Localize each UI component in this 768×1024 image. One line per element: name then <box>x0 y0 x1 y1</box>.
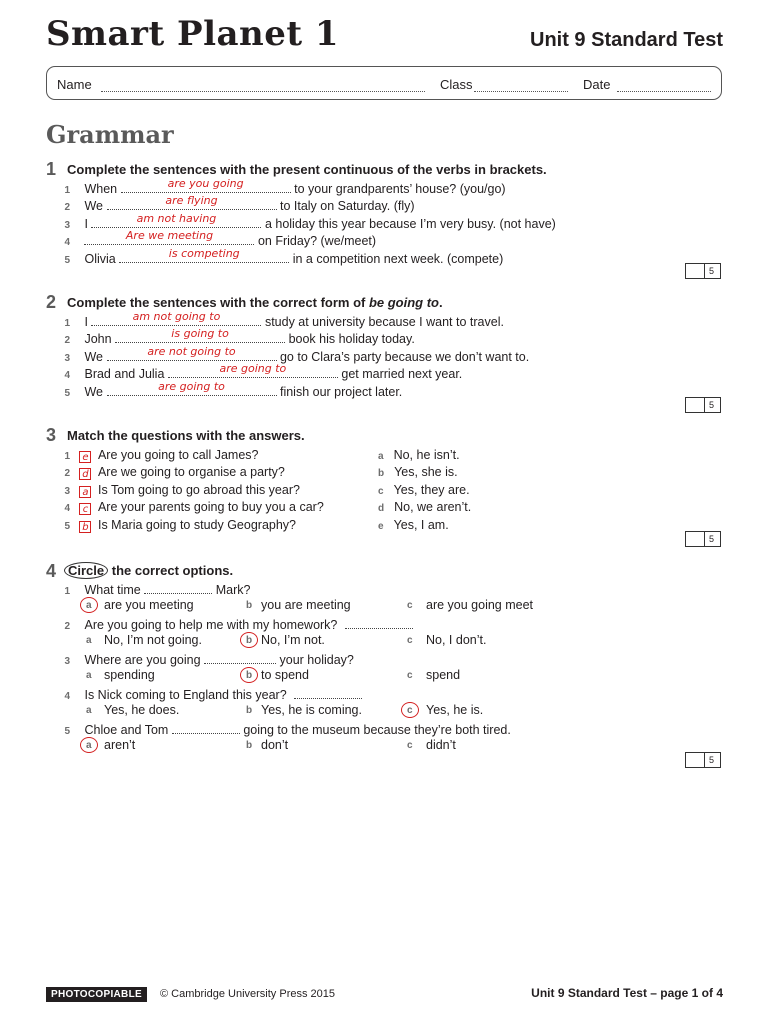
handwritten-answer: are you going <box>167 177 244 190</box>
question-text: Is Maria going to study Geography? <box>97 518 296 532</box>
sentence-start: I <box>84 217 88 231</box>
item-number: 4 <box>64 503 70 514</box>
handwritten-answer: are not going to <box>147 345 236 358</box>
question-row: 5 Chloe and Tom going to the museum because they’re both tired. <box>64 723 511 737</box>
item-number: 5 <box>64 388 70 399</box>
list-item <box>60 448 258 463</box>
sentence-start: We <box>84 199 104 213</box>
selected-option-circle <box>80 597 98 613</box>
item-number: 1 <box>64 451 70 462</box>
section-title: Grammar <box>46 120 174 149</box>
exercise-instruction: Circle the correct options. <box>67 563 233 578</box>
list-item <box>60 500 324 515</box>
name-field[interactable] <box>101 91 425 92</box>
answer-blank[interactable] <box>91 212 261 228</box>
option-a[interactable]: aren’t <box>104 738 136 752</box>
option-c[interactable]: didn’t <box>426 738 456 752</box>
score-box[interactable] <box>685 263 721 279</box>
options-row: a aren’t b don’t c didn’t <box>60 738 560 754</box>
sentence-end: on Friday? (we/meet) <box>257 234 377 248</box>
handwritten-answer: am not going to <box>132 310 221 323</box>
answer-blank[interactable] <box>107 194 277 210</box>
date-label: Date <box>583 77 611 92</box>
sentence-end: get married next year. <box>341 367 463 381</box>
item-number: 2 <box>64 335 70 346</box>
option-a[interactable]: Yes, he does. <box>104 703 180 717</box>
answer-blank[interactable] <box>345 616 413 629</box>
option-c[interactable]: are you going meet <box>426 598 534 612</box>
match-answer-box[interactable]: c <box>79 503 91 515</box>
handwritten-answer: Are we meeting <box>125 229 214 242</box>
score-total: 5 <box>708 400 714 410</box>
sentence-start: Olivia <box>84 252 116 266</box>
sentence-end: to Italy on Saturday. (fly) <box>279 199 415 213</box>
circle-word: Circle <box>64 562 108 579</box>
unit-title: Unit 9 Standard Test <box>530 29 723 51</box>
brand-title: Smart Planet 1 <box>46 14 340 54</box>
question-row: 4 Is Nick coming to England this year? <box>60 686 362 702</box>
sentence-end: in a competition next week. (compete) <box>292 252 504 266</box>
score-box[interactable] <box>685 531 721 547</box>
question-row: 1 What time Mark? <box>64 583 251 597</box>
sentence-end: finish our project later. <box>279 385 403 399</box>
answer-blank[interactable] <box>115 327 285 343</box>
option-b[interactable]: to spend <box>261 668 309 682</box>
item-number: 5 <box>64 255 70 266</box>
match-answer-box[interactable]: d <box>79 468 91 480</box>
exercise-instruction: Match the questions with the answers. <box>67 428 305 443</box>
item-number: 3 <box>64 220 70 231</box>
item-number: 3 <box>64 486 70 497</box>
sentence-start: We <box>84 350 104 364</box>
exercise-instruction: Complete the sentences with the correct form of be going to. <box>67 295 443 310</box>
question-row: 3 Where are you going your holiday? <box>64 653 354 667</box>
score-total: 5 <box>708 534 714 544</box>
option-c[interactable]: No, I don’t. <box>426 633 487 647</box>
item-number: 4 <box>64 237 70 248</box>
class-field[interactable] <box>474 91 568 92</box>
item-number: 3 <box>64 353 70 364</box>
score-total: 5 <box>708 266 714 276</box>
list-item <box>60 465 285 480</box>
match-answer-box[interactable]: b <box>79 521 91 533</box>
options-row: a Yes, he does. b Yes, he is coming. c Yes, he is. <box>86 703 484 717</box>
sentence-start: We <box>84 385 104 399</box>
exercise-number: 4 <box>46 561 57 581</box>
option-b[interactable]: No, I’m not. <box>261 633 325 647</box>
option-c[interactable]: spend <box>426 668 461 682</box>
item-number: 5 <box>64 521 70 532</box>
question-text: Are you going to call James? <box>97 448 259 462</box>
score-box[interactable] <box>685 752 721 768</box>
option-b[interactable]: you are meeting <box>261 598 351 612</box>
options-row: a No, I’m not going. b No, I’m not. c No, I don’t. <box>86 633 487 647</box>
list-item: e Yes, I am. <box>378 518 449 532</box>
selected-option-circle <box>240 667 258 683</box>
item-number: 2 <box>64 202 70 213</box>
list-item <box>60 229 377 248</box>
list-item <box>60 194 415 213</box>
sentence-end: study at university because I want to travel. <box>264 315 504 329</box>
copyright-text: © Cambridge University Press 2015 <box>160 988 336 1000</box>
handwritten-answer: is competing <box>168 247 240 260</box>
options-row: a spending b to spend c spend <box>86 668 461 682</box>
sentence-end: to your grandparents’ house? (you/go) <box>294 182 506 196</box>
sentence-start: Brad and Julia <box>84 367 165 381</box>
sentence-start: I <box>84 315 88 329</box>
photocopiable-badge: PHOTOCOPIABLE <box>46 987 147 1002</box>
answer-blank[interactable] <box>121 177 291 193</box>
list-item: c Yes, they are. <box>378 483 470 497</box>
item-number: 1 <box>64 185 70 196</box>
sentence-end: book his holiday today. <box>288 332 415 346</box>
question-text: Are your parents going to buy you a car? <box>97 500 324 514</box>
sentence-end: a holiday this year because I’m very busy. (not have) <box>264 217 556 231</box>
answer-blank[interactable] <box>107 345 277 361</box>
list-item: b Yes, she is. <box>378 465 458 479</box>
handwritten-answer: is going to <box>171 327 229 340</box>
list-item: a No, he isn’t. <box>378 448 460 462</box>
name-label: Name <box>57 77 92 92</box>
student-info-box <box>46 66 722 100</box>
list-item <box>60 483 300 498</box>
question-text: Are we going to organise a party? <box>97 465 285 479</box>
date-field[interactable] <box>617 91 711 92</box>
match-answer-box[interactable]: a <box>79 486 91 498</box>
option-a[interactable]: No, I’m not going. <box>104 633 202 647</box>
answer-blank[interactable] <box>119 247 289 263</box>
match-answer-box[interactable]: e <box>79 451 91 463</box>
exercise-instruction: Complete the sentences with the present continuous of the verbs in brackets. <box>67 162 547 177</box>
answer-blank[interactable] <box>204 651 276 664</box>
page-indicator: Unit 9 Standard Test – page 1 of 4 <box>531 986 723 1000</box>
answer-blank[interactable] <box>294 686 362 699</box>
exercise-number: 3 <box>46 425 57 445</box>
option-b[interactable]: don’t <box>261 738 289 752</box>
answer-blank[interactable] <box>168 362 338 378</box>
list-item <box>60 362 463 381</box>
handwritten-answer: am not having <box>136 212 217 225</box>
option-c[interactable]: Yes, he is. <box>426 703 484 717</box>
answer-blank[interactable] <box>172 721 240 734</box>
option-a[interactable]: spending <box>104 668 155 682</box>
selected-option-circle <box>401 702 419 718</box>
score-total: 5 <box>708 755 714 765</box>
class-label: Class <box>440 77 473 92</box>
item-number: 2 <box>64 468 70 479</box>
score-box[interactable] <box>685 397 721 413</box>
answer-blank[interactable] <box>91 310 261 326</box>
item-number: 4 <box>64 370 70 381</box>
sentence-start: John <box>84 332 112 346</box>
list-item: d No, we aren’t. <box>378 500 472 514</box>
answer-blank[interactable] <box>84 229 254 245</box>
exercise-number: 2 <box>46 292 57 312</box>
selected-option-circle <box>80 737 98 753</box>
list-item <box>60 380 403 399</box>
handwritten-answer: are going to <box>219 362 287 375</box>
list-item <box>60 518 296 533</box>
handwritten-answer: are flying <box>165 194 218 207</box>
item-number: 1 <box>64 318 70 329</box>
answer-blank[interactable] <box>107 380 277 396</box>
option-b[interactable]: Yes, he is coming. <box>261 703 362 717</box>
answer-blank[interactable] <box>144 581 212 594</box>
exercise-number: 1 <box>46 159 57 179</box>
list-item <box>60 327 415 346</box>
options-row: a are you meeting b you are meeting c are you going meet <box>60 598 560 614</box>
list-item <box>60 247 504 266</box>
option-a[interactable]: are you meeting <box>104 598 194 612</box>
sentence-end: go to Clara’s party because we don’t want to. <box>279 350 530 364</box>
question-text: Is Tom going to go abroad this year? <box>97 483 300 497</box>
handwritten-answer: are going to <box>158 380 225 393</box>
question-row: 2 Are you going to help me with my homework? <box>60 616 413 632</box>
selected-option-circle <box>240 632 258 648</box>
sentence-start: When <box>84 182 118 196</box>
